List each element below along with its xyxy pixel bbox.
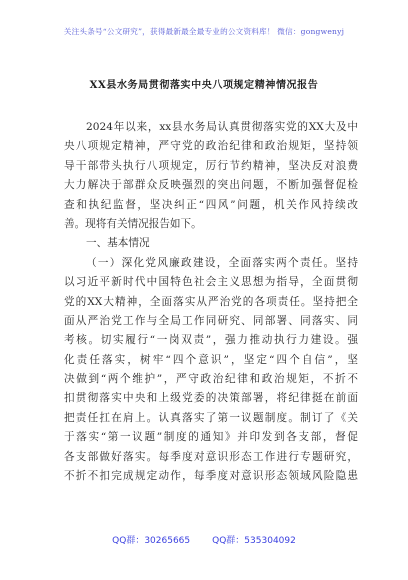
- document-body: [64, 118, 358, 486]
- body-line: 面从严治党工作与全局工作同研究、同部署、同落实、同: [64, 314, 358, 327]
- body-line: 化责任落实，树牢“四个意识”，坚定“四个自信”，坚: [64, 353, 358, 366]
- body-line: 扣贯彻落实中央和上级党委的决策部署，将纪律挺在前面: [64, 392, 358, 405]
- body-line: 善。现将有关情况报告如下。: [64, 217, 202, 230]
- page-footer: [0, 533, 408, 546]
- body-line: 查和执纪监督，坚决纠正“四风”问题，机关作风持续改: [64, 198, 358, 211]
- document-title: XX县水务局贯彻落实中央八项规定精神情况报告: [89, 80, 319, 91]
- body-line: 各支部做好落实。每季度对意识形态工作进行专题研究，: [64, 450, 358, 463]
- section-heading: 一、基本情况: [86, 237, 150, 250]
- body-line: 于落实“第一议题”制度的通知》并印发到各支部，督促: [64, 431, 358, 444]
- body-line: 大力解决于部群众反映强烈的突出问题，不断加强督促检: [64, 179, 358, 192]
- body-line: 2024年以来，xx县水务局认真贯彻落实党的XX大及中: [86, 121, 358, 133]
- body-line: 央八项规定精神，严守党的政治纪律和政治规矩，坚持领: [64, 140, 358, 153]
- body-line: 决做到“两个维护”，严守政治纪律和政治规矩，不折不: [64, 373, 358, 386]
- qq-group-2: QQ群：535304092: [212, 536, 296, 546]
- body-line: 以习近平新时代中国特色社会主义思想为指导，全面贯彻: [64, 276, 358, 289]
- body-line: 党的XX大精神，全面落实从严治党的各项责任。坚持把全: [64, 295, 358, 308]
- body-line: 把责任扛在肩上。认真落实了第一议题制度。制订了《关: [64, 411, 358, 424]
- body-line: 不折不扣完成规定动作，每季度对意识形态领域风险隐患: [64, 470, 358, 483]
- body-line: 考核。切实履行“一岗双责”，强力推动执行力建设。强: [64, 334, 358, 347]
- qq-group-1: QQ群：30265665: [112, 536, 191, 546]
- body-line: 导干部带头执行八项规定，厉行节约精神，坚决反对浪费: [64, 159, 358, 172]
- promo-banner: 关注头条号“公文研究”，获得最新最全最专业的公文资料库！ 微信：gongwenyj: [63, 27, 345, 36]
- body-line: （一）深化党风廉政建设，全面落实两个责任。坚持: [86, 256, 358, 269]
